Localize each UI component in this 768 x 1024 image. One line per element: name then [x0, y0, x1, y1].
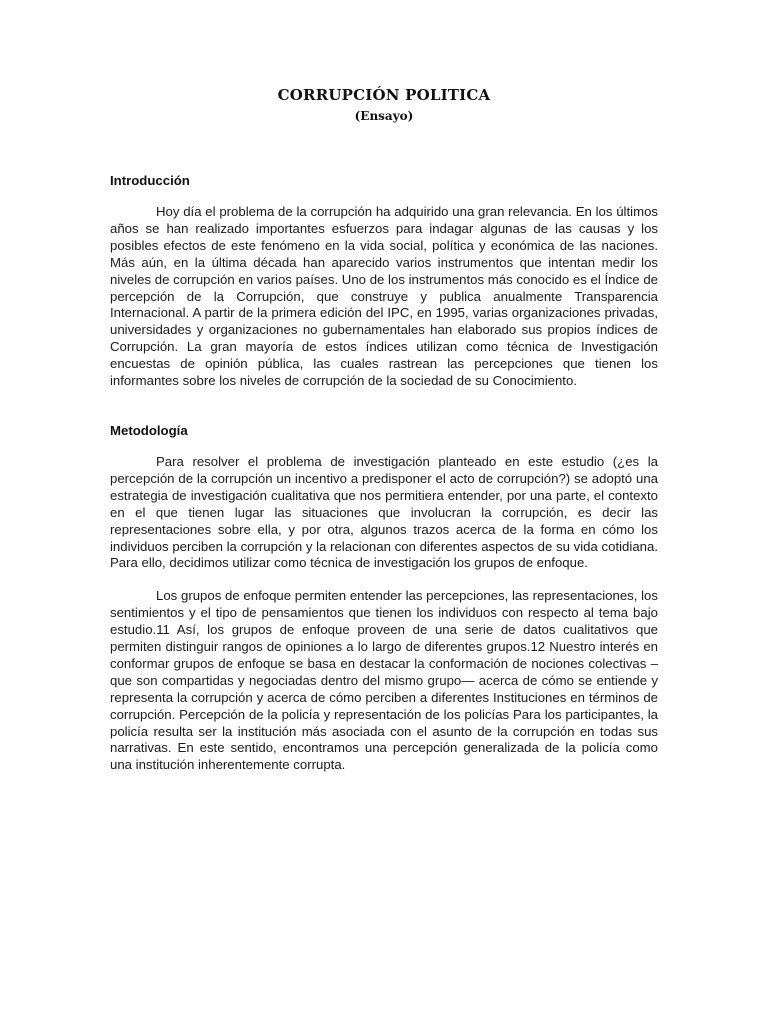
paragraph: Los grupos de enfoque permiten entender las percepciones, las representaciones, los sentimientos y el tipo de pensamientos que tienen los individuos con respecto al tema bajo estudio.11 Así, los grupos de enfoque proveen de una serie de datos cualitativos que permiten distinguir rangos de opiniones a lo largo de diferentes grupos.12 Nuestro interés en conformar grupos de enfoque se basa en destacar la conformación de nociones colectivas –que son compartidas y negociadas dentro del mismo grupo— acerca de cómo se entiende y representa la corrupción y acerca de cómo perciben a diferentes Instituciones en términos de corrupción. Percepción de la policía y representación de los policías Para los participantes, la policía resulta ser la institución más asociada con el asunto de la corrupción en todas sus narrativas. En este sentido, encontramos una percepción generalizada de la policía como una institución inherentemente corrupta.: [110, 588, 658, 773]
section-spacer: [110, 390, 658, 423]
section-heading-introduccion: Introducción: [110, 173, 190, 188]
document-body: [110, 173, 658, 774]
paragraph: Hoy día el problema de la corrupción ha adquirido una gran relevancia. En los últimos años se han realizado importantes esfuerzos para indagar algunas de las causas y los posibles efectos de este fenómeno en la vida social, política y económica de las naciones. Más aún, en la última década han aparecido varios instrumentos que intentan medir los niveles de corrupción en varios países. Uno de los instrumentos más conocido es el Índice de percepción de la Corrupción, que construye y publica anualmente Transparencia Internacional. A partir de la primera edición del IPC, en 1995, varias organizaciones privadas, universidades y organizaciones no gubernamentales han elaborado sus propios índices de Corrupción. La gran mayoría de estos índices utilizan como técnica de Investigación encuestas de opinión pública, las cuales rastrean las percepciones que tienen los informantes sobre los niveles de corrupción de la sociedad de su Conocimiento.: [110, 204, 658, 389]
title-block: [0, 86, 768, 123]
paragraph: Para resolver el problema de investigación planteado en este estudio (¿es la percepción de la corrupción un incentivo a predisponer el acto de corrupción?) se adoptó una estrategia de investigación cualitativa que nos permitiera entender, por una parte, el contexto en el que tienen lugar las situaciones que involucran la corrupción, es decir las representaciones sobre ella, y por otra, algunos trazos acerca de la forma en cómo los individuos perciben la corrupción y la relacionan con diferentes aspectos de su vida cotidiana. Para ello, decidimos utilizar como técnica de investigación los grupos de enfoque.: [110, 453, 658, 571]
paragraph-spacer: [110, 572, 658, 588]
document-subtitle: (Ensayo): [354, 109, 414, 123]
document-title: CORRUPCIÓN POLITICA: [277, 86, 491, 104]
section-heading-metodologia: Metodología: [110, 422, 188, 438]
